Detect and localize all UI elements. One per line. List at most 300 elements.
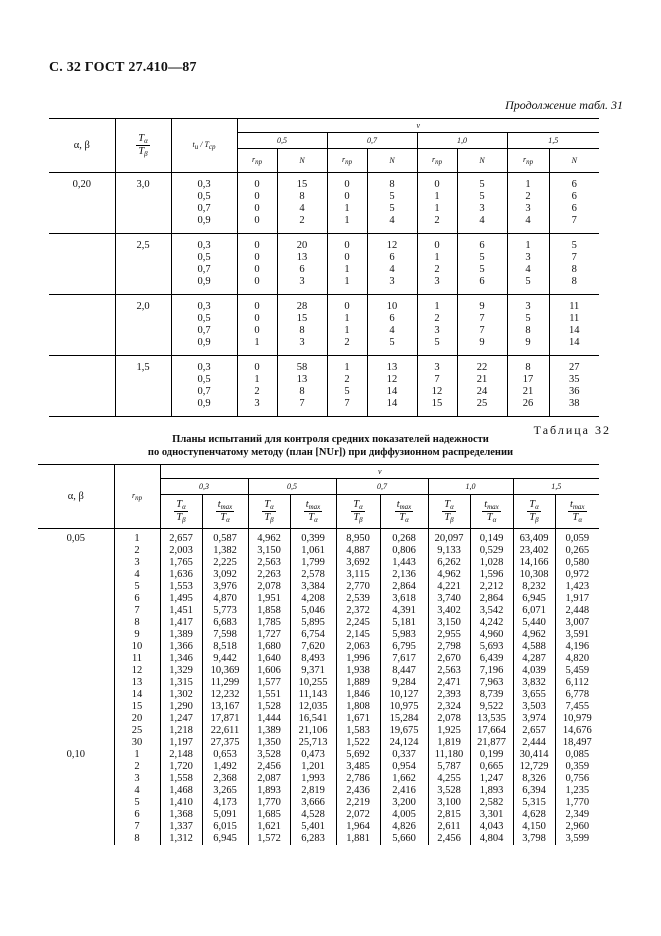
cell-value: 1,846	[346, 689, 370, 700]
cell-value: 6	[571, 191, 577, 202]
cell-value: 25	[476, 398, 488, 409]
cell-value: 0,5	[197, 252, 211, 263]
cell-value: 11,299	[210, 677, 240, 688]
cell-value: 27,375	[210, 737, 240, 748]
cell-value: 1,621	[257, 821, 281, 832]
ratio-cell: 1,5	[115, 356, 171, 417]
cell-value: 6	[134, 593, 140, 604]
cell-value: 8,739	[479, 689, 504, 700]
sub-r-header: rпр	[507, 149, 549, 173]
value-column	[470, 529, 513, 750]
cell-value: 5,692	[346, 749, 370, 760]
cell-value: 4,221	[437, 581, 461, 592]
value-column	[417, 173, 457, 234]
cell-value: 25,713	[298, 737, 328, 748]
cell-value: 3,092	[213, 569, 237, 580]
cell-value: 9,371	[301, 665, 325, 676]
cell-value: 14,676	[562, 725, 592, 736]
value-column	[457, 356, 507, 417]
cell-value: 6,283	[301, 833, 325, 844]
cell-value: 0,806	[392, 545, 416, 556]
cell-value: 5	[389, 337, 395, 348]
cell-value: 3,150	[437, 617, 461, 628]
cell-value: 1	[434, 191, 440, 202]
cell-value: 11,180	[434, 749, 464, 760]
sub-r-header: rпр	[417, 149, 457, 173]
cell-value: 5,895	[301, 617, 325, 628]
cell-value: 2	[299, 215, 305, 226]
cell-value: 5,660	[392, 833, 416, 844]
cell-value: 6,262	[437, 557, 461, 568]
cell-value: 3,402	[437, 605, 461, 616]
table-32-label: Таблица 32	[533, 423, 611, 437]
cell-value: 0,756	[565, 773, 590, 784]
cell-value: 2,436	[346, 785, 370, 796]
alpha-cell: 0,05	[66, 533, 85, 544]
cell-value: 4,043	[479, 821, 504, 832]
cell-value: 25	[131, 725, 143, 736]
cell-value: 1,315	[169, 677, 193, 688]
cell-value: 1,444	[257, 713, 281, 724]
cell-value: 21,106	[298, 725, 328, 736]
cell-value: 3	[299, 276, 305, 287]
cell-value: 7,455	[565, 701, 590, 712]
cell-value: 2	[134, 545, 140, 556]
cell-value: 11	[131, 653, 143, 664]
v-value: 0,7	[327, 133, 417, 149]
cell-value: 58	[296, 362, 308, 373]
cell-value: 1,925	[437, 725, 461, 736]
cell-value: 4,255	[437, 773, 461, 784]
cell-value: 3	[434, 325, 440, 336]
table-32-title	[0, 433, 661, 459]
cell-value: 30	[131, 737, 143, 748]
sub-n-header: N	[457, 149, 507, 173]
cell-value: 9,284	[392, 677, 416, 688]
cell-value: 1,996	[346, 653, 370, 664]
value-column	[380, 749, 428, 845]
cell-value: 5,773	[213, 605, 237, 616]
cell-value: 4,173	[213, 797, 237, 808]
cell-value: 1,770	[565, 797, 590, 808]
cell-value: 2,563	[437, 665, 461, 676]
cell-value: 3	[134, 557, 140, 568]
cell-value: 5	[479, 252, 485, 263]
cell-value: 1,662	[392, 773, 416, 784]
cell-value: 2,670	[437, 653, 461, 664]
v-value: 0,5	[248, 479, 336, 495]
cell-value: 1,551	[257, 689, 281, 700]
cell-value: 1,389	[257, 725, 281, 736]
cell-value: 8	[525, 362, 531, 373]
cell-value: 7,963	[479, 677, 504, 688]
cell-value: 1,553	[169, 581, 193, 592]
cell-value: 1,685	[257, 809, 281, 820]
cell-value: 0,149	[479, 533, 504, 544]
col-ratio-header: $\frac{T_\alpha}{T_\beta}$	[115, 119, 171, 173]
cell-value: 1,808	[346, 701, 370, 712]
cell-value: 1,350	[257, 737, 281, 748]
cell-value: 1,889	[346, 677, 370, 688]
cell-value: 7	[299, 398, 305, 409]
cell-value: 14	[569, 337, 580, 348]
cell-value: 10,979	[562, 713, 592, 724]
cell-value: 0	[254, 191, 260, 202]
cell-value: 2,657	[169, 533, 193, 544]
cell-value: 0,5	[197, 313, 211, 324]
cell-value: 0,9	[197, 215, 211, 226]
cell-value: 0	[254, 325, 260, 336]
value-column	[114, 749, 160, 845]
value-column	[248, 749, 290, 845]
cell-value: 7	[571, 252, 577, 263]
cell-value: 10,308	[519, 569, 549, 580]
cell-value: 2	[134, 761, 140, 772]
cell-value: 12,232	[210, 689, 240, 700]
value-column	[549, 356, 599, 417]
cell-value: 0,9	[197, 337, 211, 348]
cell-value: 0	[254, 179, 260, 190]
cell-value: 18,497	[562, 737, 592, 748]
cell-value: 1,028	[479, 557, 504, 568]
cell-value: 2,815	[437, 809, 461, 820]
cell-value: 4,039	[522, 665, 546, 676]
cell-value: 14,166	[519, 557, 549, 568]
sub-n-header: N	[277, 149, 327, 173]
value-column	[336, 749, 380, 845]
cell-value: 1,993	[301, 773, 325, 784]
value-column	[277, 295, 327, 356]
cell-value: 3,301	[479, 809, 504, 820]
cell-value: 2,078	[257, 581, 281, 592]
cell-value: 1	[434, 301, 440, 312]
cell-value: 1,443	[392, 557, 416, 568]
cell-value: 3	[434, 362, 440, 373]
table-32	[38, 464, 599, 845]
cell-value: 35	[569, 374, 580, 385]
col-alpha-beta: α, β	[49, 119, 115, 173]
cell-value: 10	[386, 301, 398, 312]
cell-value: 1,606	[257, 665, 281, 676]
cell-value: 3	[254, 398, 260, 409]
cell-value: 2,136	[392, 569, 416, 580]
cell-value: 0	[254, 362, 260, 373]
cell-value: 2,578	[301, 569, 325, 580]
cell-value: 5	[525, 313, 531, 324]
cell-value: 5,181	[392, 617, 416, 628]
cell-value: 4	[299, 203, 305, 214]
cell-value: 3,599	[565, 833, 590, 844]
cell-value: 0	[254, 264, 260, 275]
cell-value: 8	[525, 325, 531, 336]
cell-value: 8	[299, 325, 305, 336]
value-column	[327, 234, 367, 295]
cell-value: 12	[431, 386, 443, 397]
cell-value: 0	[344, 301, 350, 312]
cell-value: 4,962	[522, 629, 546, 640]
alpha-cell	[49, 234, 115, 295]
cell-value: 2	[434, 313, 440, 324]
cell-value: 12	[386, 374, 398, 385]
v-value: 0,7	[336, 479, 428, 495]
cell-value: 6,754	[301, 629, 325, 640]
cell-value: 1,636	[169, 569, 193, 580]
cell-value: 1,451	[169, 605, 193, 616]
v-value: 1,5	[507, 133, 599, 149]
cell-value: 0,359	[565, 761, 590, 772]
cell-value: 0,529	[479, 545, 504, 556]
cell-value: 2,582	[479, 797, 504, 808]
cell-value: 3	[434, 276, 440, 287]
cell-value: 5	[134, 581, 140, 592]
cell-value: 0,7	[197, 203, 211, 214]
cell-value: 0,9	[197, 276, 211, 287]
cell-value: 3,100	[437, 797, 461, 808]
cell-value: 4	[525, 264, 531, 275]
sub-ratio-header: $\frac{T_\alpha}{T_\beta}$	[428, 495, 470, 529]
cell-value: 1	[434, 203, 440, 214]
cell-value: 2,444	[522, 737, 546, 748]
cell-value: 2,448	[565, 605, 590, 616]
cell-value: 0	[344, 179, 350, 190]
cell-value: 0	[254, 240, 260, 251]
sub-ratio-header: $\frac{T_\alpha}{T_\beta}$	[160, 495, 202, 529]
cell-value: 4	[479, 215, 485, 226]
cell-value: 8	[571, 276, 577, 287]
cell-value: 0,5	[197, 191, 211, 202]
cell-value: 3,503	[522, 701, 546, 712]
cell-value: 2,372	[346, 605, 370, 616]
cell-value: 4,960	[479, 629, 504, 640]
value-column	[237, 356, 277, 417]
cell-value: 28	[296, 301, 308, 312]
cell-value: 15	[431, 398, 443, 409]
cell-value: 27	[569, 362, 580, 373]
value-column	[171, 356, 237, 417]
cell-value: 4,887	[346, 545, 370, 556]
cell-value: 1,235	[565, 785, 590, 796]
cell-value: 2,456	[257, 761, 281, 772]
cell-value: 20	[296, 240, 308, 251]
cell-value: 5	[434, 337, 440, 348]
cell-value: 1,893	[479, 785, 504, 796]
cell-value: 2,072	[346, 809, 370, 820]
cell-value: 1,495	[169, 593, 193, 604]
cell-value: 6	[299, 264, 305, 275]
cell-value: 1,329	[169, 665, 193, 676]
value-column	[171, 234, 237, 295]
cell-value: 7	[344, 398, 350, 409]
cell-value: 2	[434, 215, 440, 226]
cell-value: 0,9	[197, 398, 211, 409]
page-header: С. 32 ГОСТ 27.410—87	[49, 60, 197, 75]
cell-value: 4	[389, 264, 395, 275]
sub-ratio-header: $\frac{T_\alpha}{T_\beta}$	[336, 495, 380, 529]
cell-value: 0	[434, 240, 440, 251]
cell-value: 36	[569, 386, 580, 397]
cell-value: 1,596	[479, 569, 504, 580]
cell-value: 2,611	[437, 821, 461, 832]
cell-value: 1	[525, 240, 531, 251]
cell-value: 1	[344, 264, 350, 275]
cell-value: 3	[389, 276, 395, 287]
cell-value: 0	[434, 179, 440, 190]
cell-value: 2,148	[169, 749, 193, 760]
cell-value: 1,640	[257, 653, 281, 664]
cell-value: 3,542	[479, 605, 504, 616]
cell-value: 0,3	[197, 362, 211, 373]
value-column	[417, 295, 457, 356]
cell-value: 1	[254, 374, 260, 385]
cell-value: 22,611	[210, 725, 240, 736]
cell-value: 1,423	[565, 581, 590, 592]
cell-value: 38	[569, 398, 580, 409]
cell-value: 4,962	[437, 569, 461, 580]
cell-value: 12	[386, 240, 398, 251]
cell-value: 1	[344, 325, 350, 336]
cell-value: 17	[522, 374, 534, 385]
value-column	[237, 295, 277, 356]
cell-value: 10,255	[298, 677, 328, 688]
cell-value: 5,459	[565, 665, 590, 676]
cell-value: 4,804	[479, 833, 504, 844]
cell-value: 3	[525, 252, 531, 263]
cell-value: 1	[344, 276, 350, 287]
cell-value: 7	[134, 605, 140, 616]
cell-value: 0,580	[565, 557, 590, 568]
sub-ratio-header: $\frac{T_\alpha}{T_\beta}$	[248, 495, 290, 529]
cell-value: 4,242	[479, 617, 504, 628]
cell-value: 6,778	[565, 689, 590, 700]
cell-value: 20	[131, 713, 143, 724]
cell-value: 5,440	[522, 617, 546, 628]
cell-value: 3	[525, 203, 531, 214]
cell-value: 4,628	[522, 809, 546, 820]
v-value: 0,3	[160, 479, 248, 495]
sub-n-header: N	[549, 149, 599, 173]
cell-value: 1	[134, 749, 140, 760]
v-value: 0,5	[237, 133, 327, 149]
cell-value: 2	[434, 264, 440, 275]
value-column	[290, 749, 336, 845]
cell-value: 2,471	[437, 677, 461, 688]
cell-value: 2,864	[392, 581, 416, 592]
cell-value: 8	[134, 833, 140, 844]
cell-value: 1	[434, 252, 440, 263]
cell-value: 23,402	[519, 545, 549, 556]
cell-value: 2,456	[437, 833, 461, 844]
cell-value: 1,765	[169, 557, 193, 568]
cell-value: 7	[479, 325, 485, 336]
cell-value: 0,954	[392, 761, 416, 772]
sub-tmax-header: $\frac{t_{max}}{T_\alpha}$	[290, 495, 336, 529]
cell-value: 4	[525, 215, 531, 226]
cell-value: 3,007	[565, 617, 590, 628]
cell-value: 3,655	[522, 689, 546, 700]
cell-value: 2,245	[346, 617, 370, 628]
value-column	[549, 295, 599, 356]
cell-value: 5,091	[213, 809, 237, 820]
cell-value: 0	[344, 240, 350, 251]
cell-value: 0	[344, 252, 350, 263]
value-column	[171, 295, 237, 356]
sub-r-header: rпр	[237, 149, 277, 173]
cell-value: 13	[296, 374, 308, 385]
cell-value: 1,671	[346, 713, 370, 724]
cell-value: 7,617	[392, 653, 416, 664]
cell-value: 0,265	[565, 545, 590, 556]
cell-value: 4,150	[522, 821, 546, 832]
cell-value: 2,145	[346, 629, 370, 640]
table-32-title-line: Планы испытаний для контроля средних показателей надежности	[172, 434, 489, 445]
cell-value: 9,133	[437, 545, 461, 556]
cell-value: 5,693	[479, 641, 504, 652]
cell-value: 5	[479, 191, 485, 202]
value-column	[507, 356, 549, 417]
cell-value: 2,955	[437, 629, 461, 640]
cell-value: 1,410	[169, 797, 193, 808]
value-column	[417, 356, 457, 417]
col-r-header: rпр	[114, 465, 160, 529]
cell-value: 1,819	[437, 737, 461, 748]
cell-value: 13	[296, 252, 308, 263]
cell-value: 0	[344, 191, 350, 202]
sub-tmax-header: $\frac{t_{max}}{T_\alpha}$	[470, 495, 513, 529]
cell-value: 2,225	[213, 557, 237, 568]
cell-value: 1,417	[169, 617, 193, 628]
value-column	[237, 234, 277, 295]
cell-value: 0,059	[565, 533, 590, 544]
value-column	[428, 529, 470, 750]
cell-value: 8,493	[301, 653, 325, 664]
cell-value: 0	[254, 203, 260, 214]
cell-value: 1,720	[169, 761, 193, 772]
value-column	[336, 529, 380, 750]
cell-value: 5,046	[301, 605, 325, 616]
cell-value: 12	[131, 665, 143, 676]
value-column	[507, 234, 549, 295]
value-column	[367, 356, 417, 417]
cell-value: 1,247	[169, 713, 193, 724]
cell-value: 22	[476, 362, 488, 373]
cell-value: 4	[389, 325, 395, 336]
cell-value: 0,268	[392, 533, 416, 544]
cell-value: 24,124	[389, 737, 419, 748]
cell-value: 0	[254, 215, 260, 226]
cell-value: 3,832	[522, 677, 546, 688]
cell-value: 4	[134, 785, 140, 796]
table-31	[49, 118, 599, 417]
value-column	[507, 295, 549, 356]
cell-value: 3,591	[565, 629, 590, 640]
cell-value: 1,572	[257, 833, 281, 844]
cell-value: 0,653	[213, 749, 237, 760]
v-value: 1,5	[513, 479, 599, 495]
cell-value: 4,962	[257, 533, 281, 544]
cell-value: 5	[344, 386, 350, 397]
cell-value: 0	[254, 276, 260, 287]
cell-value: 4,588	[522, 641, 546, 652]
cell-value: 2,416	[392, 785, 416, 796]
cell-value: 0,587	[213, 533, 237, 544]
cell-value: 3,974	[522, 713, 546, 724]
cell-value: 8	[299, 191, 305, 202]
cell-value: 4,391	[392, 605, 416, 616]
cell-value: 4,528	[301, 809, 325, 820]
value-column	[290, 529, 336, 750]
cell-value: 2,539	[346, 593, 370, 604]
cell-value: 1,964	[346, 821, 370, 832]
